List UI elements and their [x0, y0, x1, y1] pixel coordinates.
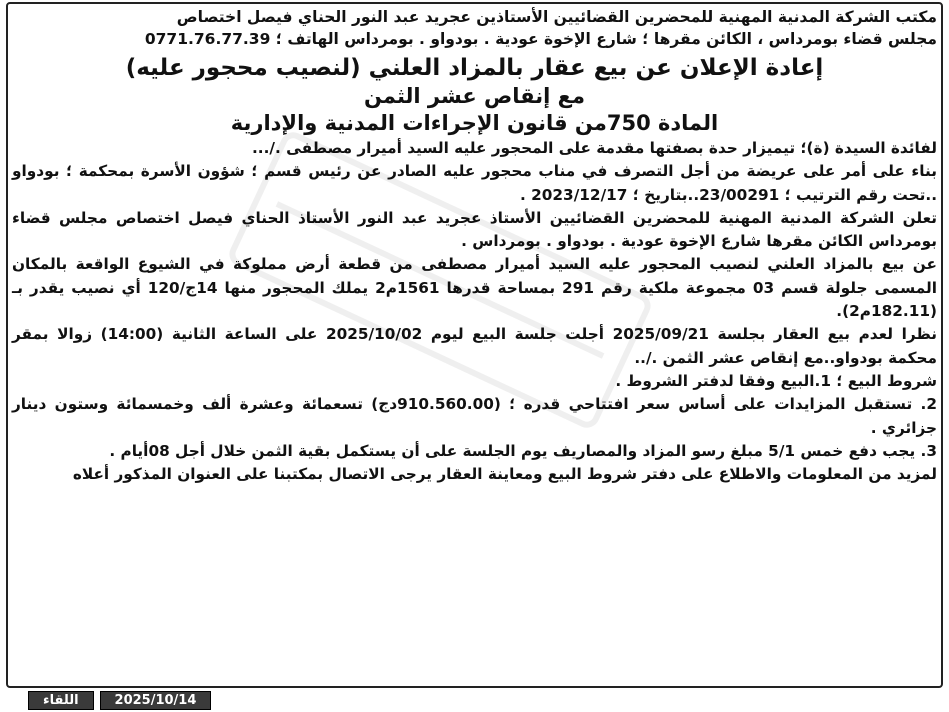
footer-bar	[28, 691, 211, 710]
office-header-line2: مجلس قضاء بومرداس ، الكائن مقرها ؛ شارع الإخوة عودية . بودواو . بومرداس الهاتف ؛ 0771.76.77.39	[144, 30, 937, 48]
sale-condition-2: 2. تستقبل المزايدات على أساس سعر افتتاحي قدره ؛ (910.560.00دج) تسعمائة وعشرة ألف وخمسمائة وستون دينار جزائري .	[12, 395, 937, 437]
office-header-line1: مكتب الشركة المدنية المهنية للمحضرين القضائيين الأستاذين عجريد عبد النور الحناي فيصل اختصاص	[176, 8, 937, 26]
contact-paragraph: لمزيد من المعلومات والاطلاع على دفتر شروط البيع ومعاينة العقار يرجى الاتصال بمكتبنا على العنوان المذكور أعلاه	[72, 465, 937, 484]
announcement-subtitle: مع إنقاص عشر الثمن	[363, 84, 586, 108]
source-tag: اللقاء	[28, 691, 94, 710]
beneficiary-paragraph: لفائدة السيدة (ة)؛ تيميزار حدة بصفتها مقدمة على المحجور عليه السيد أميرار مصطفى ./...	[251, 139, 937, 157]
property-paragraph: عن بيع بالمزاد العلني لنصيب المحجور عليه السيد أميرار مصطفى من قطعة أرض مملوكة في الشيوع الواقعة بالمكان المسمى جلولة قسم 03 مجموعة ملكية رقم 291 بمساحة قدرها 1561م2 يملك المحجور منها 14ج/120 أي نصيب يقدر بـ (182.11م2).	[12, 255, 937, 321]
sale-condition-1: شروط البيع ؛ 1.البيع وفقا لدفتر الشروط .	[615, 371, 937, 390]
publication-date: 2025/10/14	[100, 691, 212, 710]
announcement-title: إعادة الإعلان عن بيع عقار بالمزاد العلني (لنصيب محجور عليه)	[125, 55, 824, 81]
legal-article-title: المادة 750من قانون الإجراءات المدنية والإدارية	[230, 111, 719, 135]
session-paragraph: نظرا لعدم بيع العقار بجلسة 2025/09/21 أجلت جلسة البيع ليوم 2025/10/02 على الساعة الثانية (14:00) زوالا بمقر محكمة بودواو..مع إنقاص عشر الثمن ./..	[12, 325, 937, 367]
court-order-paragraph: بناء على أمر على عريضة من أجل التصرف في مناب محجور عليه الصادر عن رئيس قسم ؛ شؤون الأسرة بمحكمة ؛ بودواو ..تحت رقم الترتيب ؛ 23/00291..بتاريخ ؛ 2023/12/17 .	[12, 162, 937, 204]
announcer-paragraph: تعلن الشركة المدنية المهنية للمحضرين القضائيين الأستاذ عجريد عبد النور الأستاذ الحناي فيصل اختصاص مجلس قضاء بومرداس الكائن مقرها شارع الإخوة عودية . بودواو . بومرداس .	[12, 208, 937, 251]
sale-condition-3: 3. يجب دفع خمس 5/1 مبلغ رسو المزاد والمصاريف يوم الجلسة على أن يستكمل بقية الثمن خلال أجل 08أيام .	[109, 441, 937, 460]
announcement-body	[12, 137, 937, 486]
